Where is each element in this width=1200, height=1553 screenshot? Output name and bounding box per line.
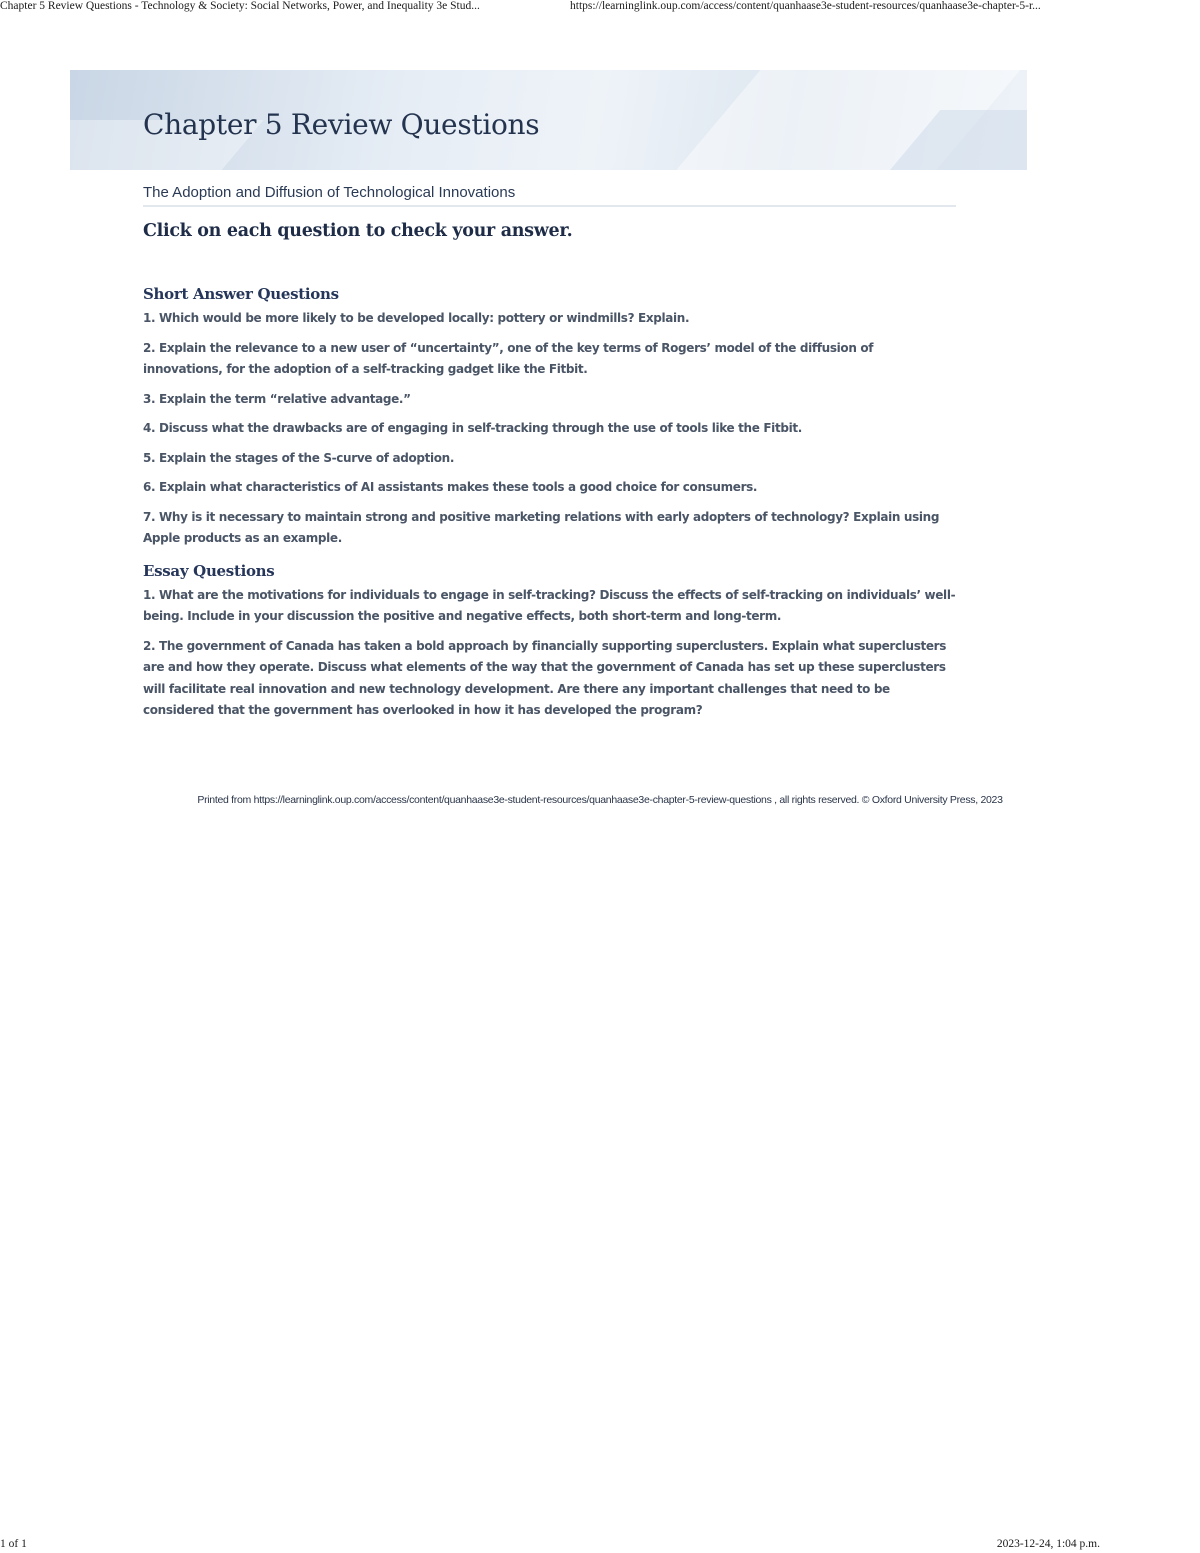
page-title: Chapter 5 Review Questions [143,108,540,141]
instruction-text: Click on each question to check your answer. [143,221,573,241]
short-answer-question-6[interactable]: 6. Explain what characteristics of AI assistants makes these tools a good choice for consumers. [143,480,758,494]
short-answer-heading: Short Answer Questions [143,285,339,303]
essay-question-2[interactable]: 2. The government of Canada has taken a bold approach by financially supporting superclusters. Explain what superclusters are and how they operate. Discuss what elements of the way that the government of Canada has set up these superclusters will facilitate real innovation and new technology development. Are there any important challenges that need to be considered that the government has overlooked in how it has developed the program? [143,638,947,717]
page-subtitle: The Adoption and Diffusion of Technological Innovations [143,184,956,207]
short-answer-question-5[interactable]: 5. Explain the stages of the S-curve of adoption. [143,450,455,465]
print-header [0,0,1200,18]
short-answer-list [143,308,956,550]
essay-heading: Essay Questions [143,561,275,580]
print-header-url: https://learninglink.oup.com/access/content/quanhaase3e-student-resources/quanhaase3e-chapter-5-r... [570,0,1041,12]
short-answer-question-1[interactable]: 1. Which would be more likely to be developed locally: pottery or windmills? Explain. [143,311,690,325]
short-answer-question-2[interactable]: 2. Explain the relevance to a new user of “uncertainty”, one of the key terms of Rogers’ model of the diffusion of innovations, for the adoption of a self-tracking gadget like the Fitbit. [143,340,874,376]
copyright-footer: Printed from https://learninglink.oup.com/access/content/quanhaase3e-student-resources/quanhaase3e-chapter-5-review-questions , all rights reserved. © Oxford University Press, 2023 [197,794,1003,806]
print-header-title: Chapter 5 Review Questions - Technology & Society: Social Networks, Power, and Inequality 3e Stud... [0,0,480,12]
main-content [143,184,956,722]
short-answer-question-3[interactable]: 3. Explain the term “relative advantage.” [143,391,411,406]
short-answer-question-4[interactable]: 4. Discuss what the drawbacks are of engaging in self-tracking through the use of tools like the Fitbit. [143,421,802,435]
essay-question-1[interactable]: 1. What are the motivations for individuals to engage in self-tracking? Discuss the effects of self-tracking on individuals’ well-being. Include in your discussion the positive and negative effects, both short-term and long-term. [143,587,956,623]
print-page-number: 1 of 1 [0,1538,27,1550]
short-answer-question-7[interactable]: 7. Why is it necessary to maintain strong and positive marketing relations with early adopters of technology? Explain using Apple products as an example. [143,509,940,545]
print-date: 2023-12-24, 1:04 p.m. [996,1538,1100,1550]
essay-list [143,585,956,722]
